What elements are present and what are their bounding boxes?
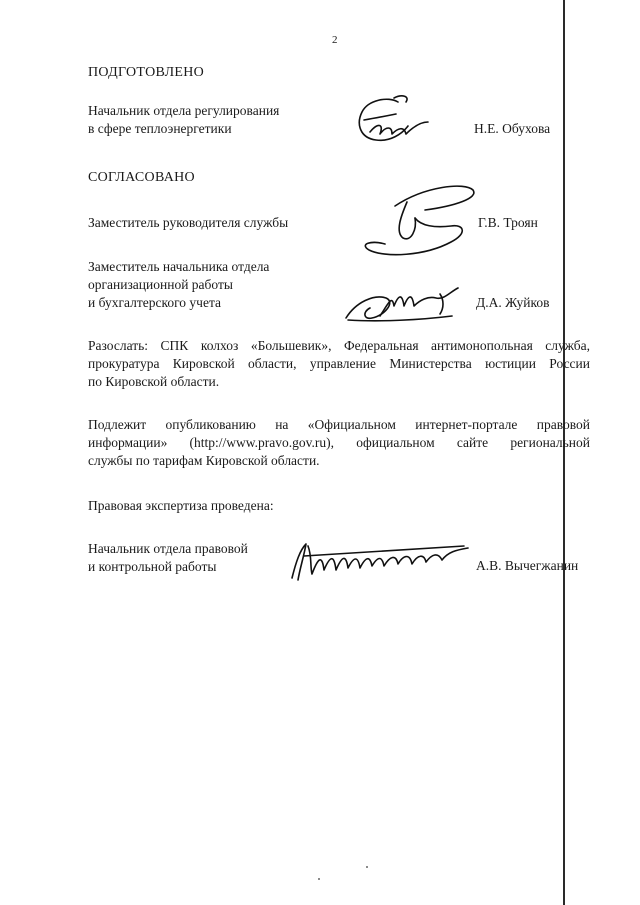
paragraph-line: по Кировской области. (88, 374, 220, 389)
position-line: и контрольной работы (88, 559, 217, 574)
position-line: в сфере теплоэнергетики (88, 121, 232, 136)
page-number: 2 (332, 34, 338, 46)
deputy-head-name: Г.В. Троян (478, 215, 538, 230)
scan-speck (318, 878, 320, 880)
agreed-heading: СОГЛАСОВАНО (88, 170, 195, 185)
legal-head-name: А.В. Вычегжанин (476, 558, 579, 573)
distribution-paragraph (88, 337, 590, 391)
position-line: организационной работы (88, 277, 233, 292)
signature-troyan (355, 176, 485, 271)
signature-vychegzhanin (284, 536, 474, 584)
position-line: Заместитель начальника отдела (88, 259, 270, 274)
deputy-dept-head-position (88, 258, 269, 312)
deputy-dept-head-name: Д.А. Жуйков (476, 295, 550, 310)
paragraph-line: прокуратура Кировской области, управление Министерства юстиции России (88, 356, 590, 371)
signature-zhuikov (340, 278, 470, 328)
signature-obukhova (350, 92, 450, 152)
position-line: Начальник отдела регулирования (88, 103, 280, 118)
position-line: Начальник отдела правовой (88, 541, 248, 556)
paragraph-line: Подлежит опубликованию на «Официальном интернет-портале правовой (88, 417, 590, 432)
paragraph-line: информации» (http://www.pravo.gov.ru), официальном сайте региональной (88, 435, 590, 450)
paragraph-line: Разослать: СПК колхоз «Большевик», Федеральная антимонопольная служба, (88, 338, 590, 353)
position-line: и бухгалтерского учета (88, 295, 222, 310)
scan-speck (366, 866, 368, 868)
deputy-head-position (88, 214, 288, 232)
position-line: Заместитель руководителя службы (88, 215, 289, 230)
prepared-position (88, 102, 279, 138)
legal-review-statement: Правовая экспертиза проведена: (88, 498, 274, 513)
publication-paragraph (88, 416, 590, 470)
paragraph-line: службы по тарифам Кировской области. (88, 453, 320, 468)
legal-head-position (88, 540, 248, 576)
prepared-heading: ПОДГОТОВЛЕНО (88, 65, 205, 80)
prepared-signer-name: Н.Е. Обухова (474, 121, 551, 136)
